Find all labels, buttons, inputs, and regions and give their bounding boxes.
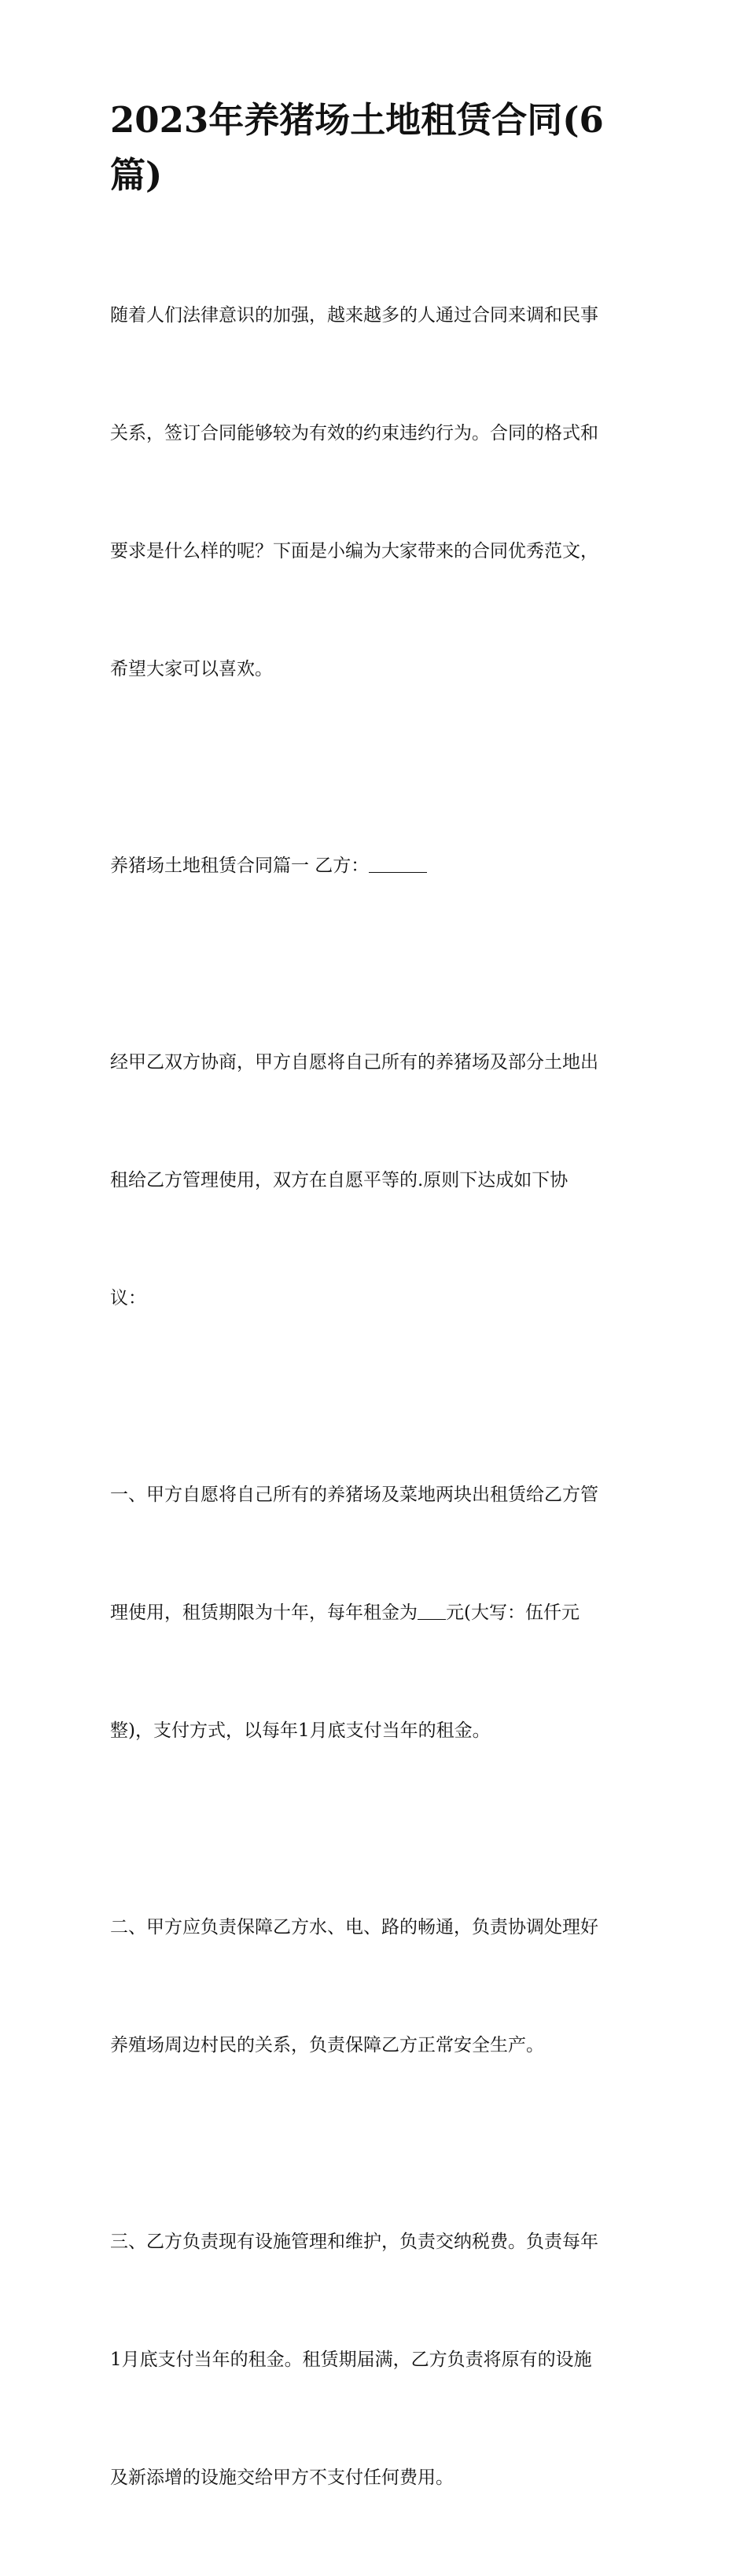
clause-2 xyxy=(110,1829,653,2144)
party-b-blank xyxy=(369,853,427,873)
intro-paragraph xyxy=(110,217,653,767)
document-body xyxy=(110,217,653,2576)
rent-amount-blank xyxy=(418,1600,446,1620)
clause-1 xyxy=(110,1397,653,1829)
agreement-line-2: 租给乙方管理使用，双方在自愿平等的.原则下达成如下协 xyxy=(110,1170,569,1190)
clause-3-line-1: 三、乙方负责现有设施管理和维护，负责交纳税费。负责每年 xyxy=(110,2232,598,2252)
intro-line-3: 要求是什么样的呢？下面是小编为大家带来的合同优秀范文， xyxy=(110,541,598,561)
document-title xyxy=(110,93,645,203)
clause-2-line-1: 二、甲方应负责保障乙方水、电、路的畅通，负责协调处理好 xyxy=(110,1917,598,1938)
clause-2-line-2: 养殖场周边村民的关系，负责保障乙方正常安全生产。 xyxy=(110,2035,544,2055)
title-line-1: 2023年养猪场土地租赁合同(6 xyxy=(110,99,604,141)
clause-3 xyxy=(110,2144,653,2576)
agreement-line-3: 议： xyxy=(110,1288,146,1308)
clause-1-line-3: 整)，支付方式，以每年1月底支付当年的租金。 xyxy=(110,1720,491,1741)
title-line-2: 篇) xyxy=(110,154,163,196)
clause-3-line-3: 及新添增的设施交给甲方不支付任何费用。 xyxy=(110,2467,454,2488)
clause-1-line-2b: 元(大写：伍仟元 xyxy=(446,1603,580,1623)
clause-1-line-2a: 理使用，租赁期限为十年，每年租金为 xyxy=(110,1603,418,1623)
intro-line-4: 希望大家可以喜欢。 xyxy=(110,659,273,679)
clause-3-line-2: 1月底支付当年的租金。租赁期届满，乙方负责将原有的设施 xyxy=(110,2350,592,2370)
agreement-paragraph xyxy=(110,964,653,1397)
clause-1-line-1: 一、甲方自愿将自己所有的养猪场及菜地两块出租赁给乙方管 xyxy=(110,1485,598,1505)
section-heading-text: 养猪场土地租赁合同篇一 乙方： xyxy=(110,856,370,876)
intro-line-1: 随着人们法律意识的加强，越来越多的人通过合同来调和民事 xyxy=(110,305,598,326)
clause-1-line-2 xyxy=(110,1593,653,1632)
intro-line-2: 关系，签订合同能够较为有效的约束违约行为。合同的格式和 xyxy=(110,423,598,443)
section-heading xyxy=(110,767,653,964)
section-heading-line xyxy=(110,846,653,885)
agreement-line-1: 经甲乙双方协商，甲方自愿将自己所有的养猪场及部分土地出 xyxy=(110,1052,598,1073)
